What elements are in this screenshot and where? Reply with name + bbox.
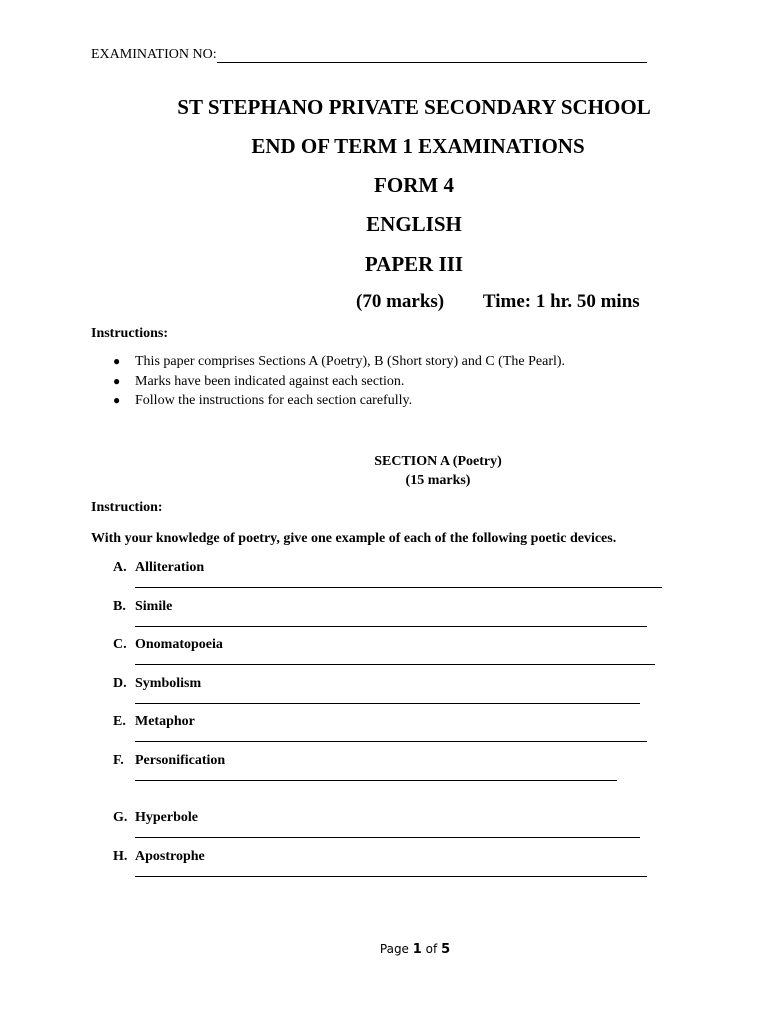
instruction-item: ● This paper comprises Sections A (Poetry), B (Short story) and C (The Pearl). [91, 352, 565, 372]
device-item: E. Metaphor [113, 714, 673, 730]
device-item: A. Alliteration [113, 560, 673, 576]
answer-line[interactable] [135, 740, 647, 742]
answer-line[interactable] [135, 663, 655, 665]
device-item: D. Symbolism [113, 676, 673, 692]
total-marks: (70 marks) [356, 291, 445, 312]
section-a-heading [0, 452, 768, 490]
page-total: 5 [441, 942, 451, 957]
section-a-marks: (15 marks) [405, 473, 471, 488]
bullet-icon: ● [113, 393, 121, 407]
examination-number-label: EXAMINATION NO: [91, 47, 217, 62]
answer-line[interactable] [135, 702, 640, 704]
bullet-icon: ● [113, 373, 121, 388]
school-name: ST STEPHANO PRIVATE SECONDARY SCHOOL [177, 95, 651, 119]
page-word: Page [379, 942, 409, 956]
page-footer [0, 942, 768, 957]
device-item: H. Apostrophe [113, 849, 673, 865]
page-current: 1 [412, 942, 422, 957]
examination-number-blank-line [217, 48, 647, 63]
time-allowed: Time: 1 hr. 50 mins [482, 291, 640, 312]
device-item: C. Onomatopoeia [113, 637, 673, 653]
paper-title: PAPER III [364, 252, 464, 276]
section-a-title: SECTION A (Poetry) [374, 454, 502, 469]
device-item: B. Simile [113, 599, 673, 615]
instruction-item: ● Follow the instructions for each section carefully. [91, 391, 565, 411]
instructions-list [91, 352, 565, 411]
answer-line[interactable] [135, 875, 647, 877]
device-item: G. Hyperbole [113, 810, 673, 826]
bullet-icon: ● [113, 354, 121, 368]
instructions-heading: Instructions: [91, 326, 169, 341]
answer-line[interactable] [135, 625, 647, 627]
examination-number-field [91, 47, 647, 63]
answer-line[interactable] [135, 586, 662, 588]
device-item: F. Personification [113, 753, 673, 769]
subject-title: ENGLISH [366, 212, 462, 236]
marks-time-row [356, 291, 640, 313]
instruction-item: ● Marks have been indicated against each section. [91, 372, 565, 392]
answer-line[interactable] [135, 779, 617, 781]
form-level: FORM 4 [374, 173, 454, 197]
exam-title: END OF TERM 1 EXAMINATIONS [251, 134, 585, 158]
section-a-instruction-label: Instruction: [91, 500, 163, 515]
of-word: of [425, 942, 438, 956]
section-a-question: With your knowledge of poetry, give one example of each of the following poetic devices. [91, 531, 617, 546]
answer-line[interactable] [135, 836, 640, 838]
